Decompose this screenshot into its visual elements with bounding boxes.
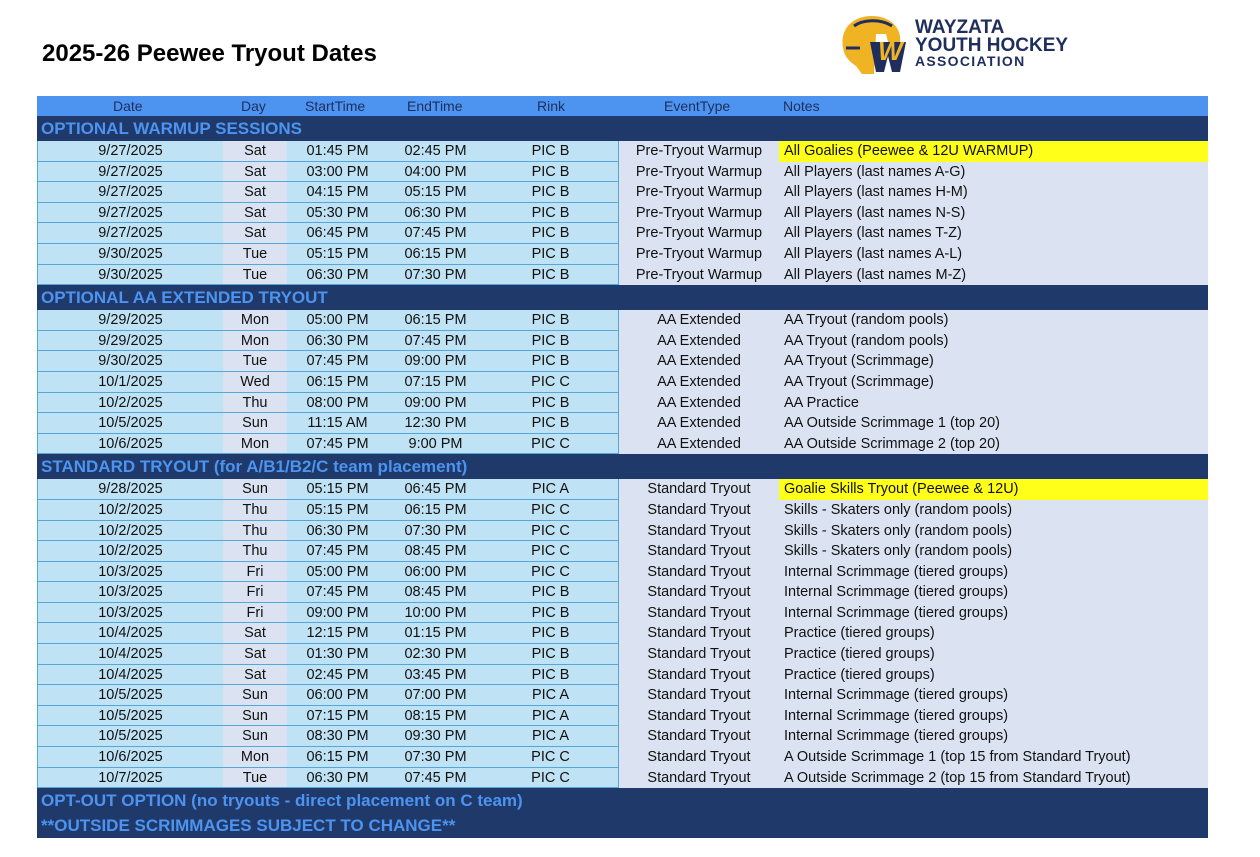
rink-cell: PIC B [483,413,619,434]
table-row [37,665,1208,686]
table-row [37,726,1208,747]
day-cell: Fri [223,562,287,583]
logo-text-line3: ASSOCIATION [915,53,1026,69]
table-row [37,603,1208,624]
table-row [37,372,1208,393]
event-type-cell: Pre-Tryout Warmup [619,244,779,265]
notes-cell: Skills - Skaters only (random pools) [779,500,1208,521]
opt-out-banner: OPT-OUT OPTION (no tryouts - direct placement on C team) [37,788,1208,813]
logo-emblem-letter: W [878,36,903,66]
end-time-cell: 09:00 PM [388,393,483,414]
end-time-cell: 06:15 PM [388,244,483,265]
day-cell: Mon [223,747,287,768]
date-cell: 10/2/2025 [37,521,223,542]
column-header-start-time: StartTime [305,98,366,114]
end-time-cell: 10:00 PM [388,603,483,624]
notes-cell: Internal Scrimmage (tiered groups) [779,726,1208,747]
event-type-cell: Standard Tryout [619,521,779,542]
start-time-cell: 04:15 PM [287,182,388,203]
event-type-cell: AA Extended [619,434,779,455]
rink-cell: PIC C [483,434,619,455]
start-time-cell: 08:30 PM [287,726,388,747]
day-cell: Wed [223,372,287,393]
end-time-cell: 09:00 PM [388,351,483,372]
day-cell: Thu [223,541,287,562]
table-row [37,162,1208,183]
rink-cell: PIC C [483,372,619,393]
event-type-cell: Pre-Tryout Warmup [619,203,779,224]
event-type-cell: Standard Tryout [619,623,779,644]
day-cell: Mon [223,434,287,455]
table-row [37,244,1208,265]
event-type-cell: Pre-Tryout Warmup [619,223,779,244]
day-cell: Sat [223,644,287,665]
end-time-cell: 08:45 PM [388,541,483,562]
event-type-cell: AA Extended [619,393,779,414]
rink-cell: PIC B [483,203,619,224]
day-cell: Sat [223,623,287,644]
start-time-cell: 05:15 PM [287,479,388,500]
table-row [37,393,1208,414]
rink-cell: PIC C [483,521,619,542]
rink-cell: PIC A [483,706,619,727]
day-cell: Thu [223,521,287,542]
rink-cell: PIC C [483,562,619,583]
day-cell: Thu [223,393,287,414]
page-title: 2025-26 Peewee Tryout Dates [42,40,377,67]
start-time-cell: 05:30 PM [287,203,388,224]
table-row [37,182,1208,203]
notes-cell: All Players (last names M-Z) [779,265,1208,286]
day-cell: Sat [223,665,287,686]
event-type-cell: Standard Tryout [619,747,779,768]
event-type-cell: Standard Tryout [619,768,779,789]
day-cell: Thu [223,500,287,521]
rink-cell: PIC B [483,141,619,162]
start-time-cell: 05:15 PM [287,500,388,521]
date-cell: 10/6/2025 [37,747,223,768]
event-type-cell: Standard Tryout [619,582,779,603]
start-time-cell: 09:00 PM [287,603,388,624]
table-row [37,644,1208,665]
start-time-cell: 05:00 PM [287,562,388,583]
table-row [37,623,1208,644]
event-type-cell: AA Extended [619,413,779,434]
start-time-cell: 08:00 PM [287,393,388,414]
start-time-cell: 05:15 PM [287,244,388,265]
rink-cell: PIC A [483,685,619,706]
start-time-cell: 06:00 PM [287,685,388,706]
column-header-end-time: EndTime [407,98,463,114]
table-row [37,413,1208,434]
day-cell: Sat [223,182,287,203]
notes-cell: All Players (last names T-Z) [779,223,1208,244]
rink-cell: PIC B [483,603,619,624]
date-cell: 10/5/2025 [37,726,223,747]
notes-cell: Skills - Skaters only (random pools) [779,541,1208,562]
notes-cell: Practice (tiered groups) [779,623,1208,644]
date-cell: 9/28/2025 [37,479,223,500]
end-time-cell: 07:45 PM [388,331,483,352]
start-time-cell: 06:30 PM [287,265,388,286]
table-header [37,96,1208,116]
tryout-schedule-table [37,96,1208,838]
section-header: OPTIONAL WARMUP SESSIONS [37,116,1208,141]
day-cell: Sat [223,203,287,224]
date-cell: 9/27/2025 [37,141,223,162]
end-time-cell: 07:30 PM [388,747,483,768]
table-row [37,141,1208,162]
notes-cell: Internal Scrimmage (tiered groups) [779,603,1208,624]
notes-cell: All Goalies (Peewee & 12U WARMUP) [779,141,1208,162]
notes-cell: AA Outside Scrimmage 1 (top 20) [779,413,1208,434]
end-time-cell: 12:30 PM [388,413,483,434]
notes-cell: All Players (last names H-M) [779,182,1208,203]
section-header: STANDARD TRYOUT (for A/B1/B2/C team placement) [37,454,1208,479]
notes-cell: AA Outside Scrimmage 2 (top 20) [779,434,1208,455]
day-cell: Tue [223,244,287,265]
day-cell: Fri [223,582,287,603]
logo-text-line1: WAYZATA [915,17,1005,38]
start-time-cell: 07:45 PM [287,434,388,455]
event-type-cell: Pre-Tryout Warmup [619,265,779,286]
date-cell: 10/4/2025 [37,623,223,644]
table-row [37,582,1208,603]
event-type-cell: Standard Tryout [619,685,779,706]
table-row [37,768,1208,789]
notes-cell: AA Practice [779,393,1208,414]
day-cell: Sun [223,706,287,727]
end-time-cell: 07:30 PM [388,521,483,542]
table-row [37,500,1208,521]
start-time-cell: 11:15 AM [287,413,388,434]
rink-cell: PIC B [483,244,619,265]
event-type-cell: Standard Tryout [619,706,779,727]
day-cell: Fri [223,603,287,624]
table-row [37,541,1208,562]
rink-cell: PIC A [483,479,619,500]
rink-cell: PIC B [483,310,619,331]
event-type-cell: Standard Tryout [619,562,779,583]
notes-cell: Skills - Skaters only (random pools) [779,521,1208,542]
day-cell: Tue [223,351,287,372]
date-cell: 10/2/2025 [37,500,223,521]
notes-cell: AA Tryout (Scrimmage) [779,351,1208,372]
date-cell: 10/1/2025 [37,372,223,393]
start-time-cell: 12:15 PM [287,623,388,644]
end-time-cell: 04:00 PM [388,162,483,183]
rink-cell: PIC B [483,223,619,244]
end-time-cell: 06:15 PM [388,310,483,331]
table-row [37,479,1208,500]
start-time-cell: 02:45 PM [287,665,388,686]
table-row [37,331,1208,352]
end-time-cell: 01:15 PM [388,623,483,644]
table-row [37,351,1208,372]
start-time-cell: 07:15 PM [287,706,388,727]
end-time-cell: 05:15 PM [388,182,483,203]
event-type-cell: Pre-Tryout Warmup [619,141,779,162]
day-cell: Tue [223,768,287,789]
end-time-cell: 08:15 PM [388,706,483,727]
date-cell: 10/5/2025 [37,413,223,434]
start-time-cell: 07:45 PM [287,351,388,372]
end-time-cell: 07:45 PM [388,223,483,244]
notes-cell: Practice (tiered groups) [779,665,1208,686]
start-time-cell: 06:30 PM [287,331,388,352]
end-time-cell: 02:45 PM [388,141,483,162]
end-time-cell: 06:45 PM [388,479,483,500]
notes-cell: AA Tryout (random pools) [779,310,1208,331]
event-type-cell: Standard Tryout [619,726,779,747]
notes-cell: Practice (tiered groups) [779,644,1208,665]
date-cell: 10/2/2025 [37,393,223,414]
notes-cell: Goalie Skills Tryout (Peewee & 12U) [779,479,1208,500]
rink-cell: PIC B [483,331,619,352]
start-time-cell: 01:30 PM [287,644,388,665]
end-time-cell: 07:30 PM [388,265,483,286]
event-type-cell: Standard Tryout [619,644,779,665]
date-cell: 9/29/2025 [37,310,223,331]
day-cell: Sat [223,141,287,162]
column-header-event-type: EventType [664,98,731,114]
table-row [37,310,1208,331]
notes-cell: All Players (last names A-G) [779,162,1208,183]
rink-cell: PIC B [483,265,619,286]
day-cell: Sun [223,413,287,434]
day-cell: Sun [223,685,287,706]
start-time-cell: 06:15 PM [287,747,388,768]
date-cell: 10/5/2025 [37,706,223,727]
date-cell: 10/3/2025 [37,603,223,624]
table-row [37,434,1208,455]
date-cell: 10/6/2025 [37,434,223,455]
day-cell: Sat [223,223,287,244]
end-time-cell: 06:00 PM [388,562,483,583]
table-row [37,223,1208,244]
notes-cell: A Outside Scrimmage 2 (top 15 from Standard Tryout) [779,768,1208,789]
column-header-day: Day [241,98,266,114]
event-type-cell: Pre-Tryout Warmup [619,162,779,183]
rink-cell: PIC A [483,726,619,747]
notes-cell: Internal Scrimmage (tiered groups) [779,562,1208,583]
rink-cell: PIC C [483,500,619,521]
notes-cell: AA Tryout (Scrimmage) [779,372,1208,393]
rink-cell: PIC B [483,393,619,414]
start-time-cell: 05:00 PM [287,310,388,331]
rink-cell: PIC B [483,582,619,603]
rink-cell: PIC C [483,747,619,768]
date-cell: 9/30/2025 [37,351,223,372]
event-type-cell: AA Extended [619,372,779,393]
table-row [37,706,1208,727]
start-time-cell: 06:30 PM [287,768,388,789]
date-cell: 10/2/2025 [37,541,223,562]
date-cell: 10/4/2025 [37,665,223,686]
date-cell: 9/27/2025 [37,182,223,203]
date-cell: 10/4/2025 [37,644,223,665]
end-time-cell: 06:30 PM [388,203,483,224]
notes-cell: AA Tryout (random pools) [779,331,1208,352]
date-cell: 10/5/2025 [37,685,223,706]
start-time-cell: 07:45 PM [287,582,388,603]
date-cell: 9/27/2025 [37,203,223,224]
start-time-cell: 06:30 PM [287,521,388,542]
rink-cell: PIC B [483,623,619,644]
rink-cell: PIC B [483,182,619,203]
rink-cell: PIC B [483,162,619,183]
end-time-cell: 02:30 PM [388,644,483,665]
notes-cell: A Outside Scrimmage 1 (top 15 from Standard Tryout) [779,747,1208,768]
table-row [37,265,1208,286]
date-cell: 9/30/2025 [37,244,223,265]
rink-cell: PIC C [483,768,619,789]
logo-text-line2: YOUTH HOCKEY [915,35,1069,56]
start-time-cell: 01:45 PM [287,141,388,162]
date-cell: 9/27/2025 [37,162,223,183]
rink-cell: PIC B [483,351,619,372]
event-type-cell: Standard Tryout [619,479,779,500]
event-type-cell: Standard Tryout [619,603,779,624]
day-cell: Sat [223,162,287,183]
day-cell: Sun [223,479,287,500]
start-time-cell: 06:15 PM [287,372,388,393]
end-time-cell: 07:15 PM [388,372,483,393]
day-cell: Mon [223,310,287,331]
start-time-cell: 06:45 PM [287,223,388,244]
end-time-cell: 09:30 PM [388,726,483,747]
notes-cell: All Players (last names N-S) [779,203,1208,224]
start-time-cell: 07:45 PM [287,541,388,562]
section-header: OPTIONAL AA EXTENDED TRYOUT [37,285,1208,310]
end-time-cell: 06:15 PM [388,500,483,521]
end-time-cell: 07:00 PM [388,685,483,706]
rink-cell: PIC C [483,541,619,562]
table-row [37,203,1208,224]
table-row [37,685,1208,706]
scrimmage-notice-banner: **OUTSIDE SCRIMMAGES SUBJECT TO CHANGE** [37,813,1208,838]
table-row [37,521,1208,542]
column-header-date: Date [113,98,143,114]
end-time-cell: 03:45 PM [388,665,483,686]
date-cell: 9/27/2025 [37,223,223,244]
event-type-cell: AA Extended [619,351,779,372]
notes-cell: Internal Scrimmage (tiered groups) [779,582,1208,603]
day-cell: Tue [223,265,287,286]
date-cell: 10/7/2025 [37,768,223,789]
event-type-cell: Pre-Tryout Warmup [619,182,779,203]
column-header-notes: Notes [783,98,820,114]
column-header-rink: Rink [537,98,566,114]
association-logo [836,12,1106,78]
table-row [37,747,1208,768]
notes-cell: Internal Scrimmage (tiered groups) [779,685,1208,706]
date-cell: 9/29/2025 [37,331,223,352]
event-type-cell: Standard Tryout [619,665,779,686]
date-cell: 10/3/2025 [37,562,223,583]
end-time-cell: 07:45 PM [388,768,483,789]
event-type-cell: AA Extended [619,331,779,352]
event-type-cell: Standard Tryout [619,541,779,562]
event-type-cell: AA Extended [619,310,779,331]
event-type-cell: Standard Tryout [619,500,779,521]
day-cell: Mon [223,331,287,352]
end-time-cell: 9:00 PM [388,434,483,455]
notes-cell: All Players (last names A-L) [779,244,1208,265]
notes-cell: Internal Scrimmage (tiered groups) [779,706,1208,727]
rink-cell: PIC B [483,644,619,665]
day-cell: Sun [223,726,287,747]
start-time-cell: 03:00 PM [287,162,388,183]
end-time-cell: 08:45 PM [388,582,483,603]
table-row [37,562,1208,583]
date-cell: 10/3/2025 [37,582,223,603]
date-cell: 9/30/2025 [37,265,223,286]
rink-cell: PIC B [483,665,619,686]
